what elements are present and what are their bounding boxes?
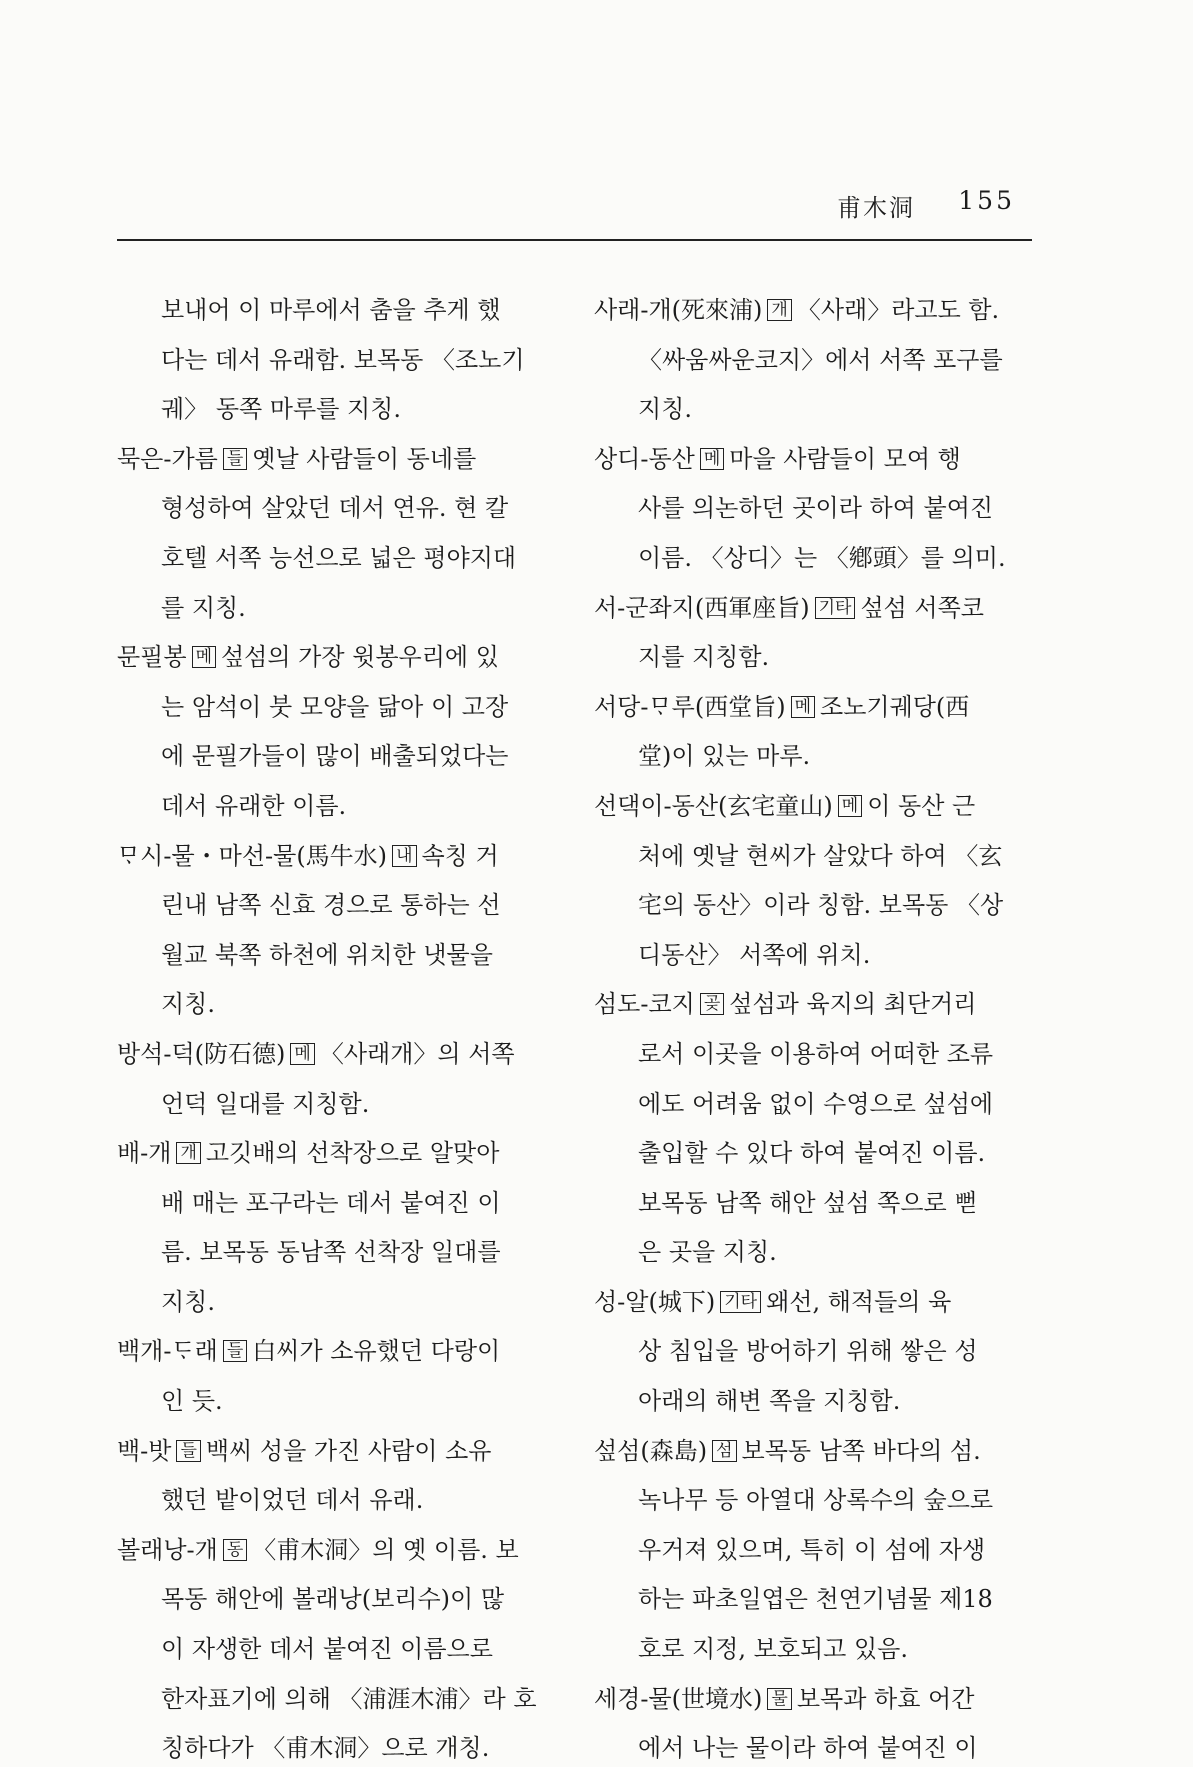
entry-text: 형성하여 살았던 데서 연유. 현 칼 [161, 494, 509, 523]
category-tag: 메 [700, 448, 724, 470]
category-tag: 물 [767, 1688, 791, 1710]
entry-text: 칭하다가 〈甫木洞〉으로 개칭. [161, 1734, 490, 1763]
entry-continuation-line [117, 1481, 537, 1531]
category-tag: 들 [223, 448, 247, 470]
entry-text: 호로 지정, 보호되고 있음. [638, 1635, 908, 1664]
category-tag: 곶 [700, 993, 724, 1015]
left-column [117, 291, 537, 1767]
entry-text: 우거져 있으며, 특히 이 섬에 자생 [638, 1535, 986, 1564]
entry-continuation-line [594, 638, 1034, 688]
entry-headword-line [594, 1680, 1034, 1730]
entry-text: 은 곳을 지칭. [638, 1238, 777, 1267]
entry-continuation-line [117, 1580, 537, 1630]
category-tag: 기타 [720, 1291, 761, 1313]
entry-text: 사래-개(死來浦) [594, 296, 763, 324]
entry-continuation-line [117, 1630, 537, 1680]
entry-continuation-line [594, 1481, 1034, 1531]
entry-continuation-line [117, 489, 537, 539]
entry-continuation-line [594, 1035, 1034, 1085]
entry-continuation-line [594, 390, 1034, 440]
entry-text: 서-군좌지(西軍座旨) [594, 593, 810, 622]
entry-text: 배-개 [117, 1139, 172, 1168]
entry-text: 에 문필가들이 많이 배출되었다는 [161, 742, 509, 771]
entry-continuation-line [594, 837, 1034, 887]
entry-continuation-line [594, 886, 1034, 936]
entry-text: 로서 이곳을 이용하여 어떠한 조류 [638, 1039, 994, 1068]
entry-continuation-line [117, 737, 537, 787]
entry-text: 옛날 사람들이 동네를 [252, 444, 477, 473]
entry-text: 디동산〉 서쪽에 위치. [638, 940, 871, 969]
entry-continuation-line [117, 1233, 537, 1283]
entry-continuation-line [594, 1729, 1034, 1767]
entry-continuation-line [117, 390, 537, 440]
entry-continuation-line [594, 539, 1034, 589]
entry-headword-line [117, 638, 537, 688]
entry-continuation-line [594, 1580, 1034, 1630]
entry-text: 했던 밭이었던 데서 유래. [161, 1486, 424, 1515]
entry-headword-line [117, 1332, 537, 1382]
entry-continuation-line [117, 1382, 537, 1432]
entry-continuation-line [117, 985, 537, 1035]
category-tag: 들 [223, 1340, 247, 1362]
entry-continuation-line [594, 1382, 1034, 1432]
entry-continuation-line [117, 787, 537, 837]
entry-text: 고깃배의 선착장으로 알맞아 [205, 1139, 500, 1168]
entry-headword-line [117, 837, 537, 887]
category-tag: 개 [767, 299, 791, 321]
running-header: 甫木洞 [837, 194, 915, 222]
category-tag: 기타 [815, 597, 856, 619]
entry-continuation-line [594, 489, 1034, 539]
entry-text: 묵은-가름 [117, 444, 218, 473]
right-column [594, 291, 1034, 1767]
entry-headword-line [594, 291, 1034, 341]
entry-continuation-line [117, 1283, 537, 1333]
entry-continuation-line [594, 1630, 1034, 1680]
entry-headword-line [594, 1432, 1034, 1482]
entry-text: 지칭. [161, 1287, 215, 1316]
entry-text: 사를 의논하던 곳이라 하여 붙여진 [638, 494, 994, 523]
entry-text: 〈싸움싸운코지〉에서 서쪽 포구를 [638, 345, 1003, 374]
entry-text: 볼래낭-개 [117, 1535, 218, 1564]
category-tag: 들 [176, 1440, 200, 1462]
entry-text: ᄆᆞ시-물・마선-물(馬牛水) [117, 841, 388, 870]
entry-text: 처에 옛날 현씨가 살았다 하여 〈玄 [638, 841, 1003, 870]
entry-text: 한자표기에 의해 〈浦涯木浦〉라 호 [161, 1684, 537, 1713]
entry-continuation-line [117, 1729, 537, 1767]
entry-text: 문필봉 [117, 643, 187, 672]
entry-text: 堂)이 있는 마루. [638, 742, 811, 771]
entry-text: 에도 어려움 없이 수영으로 섶섬에 [638, 1089, 994, 1118]
entry-continuation-line [117, 1680, 537, 1730]
entry-text: 속칭 거 [421, 841, 499, 870]
entry-continuation-line [117, 341, 537, 391]
entry-text: 보목동 남쪽 해안 섶섬 쪽으로 뻗 [638, 1188, 978, 1217]
entry-continuation-line [594, 1531, 1034, 1581]
entry-continuation-line [594, 737, 1034, 787]
entry-continuation-line [117, 539, 537, 589]
entry-headword-line [117, 1531, 537, 1581]
entry-text: 출입할 수 있다 하여 붙여진 이름. [638, 1139, 986, 1168]
entry-continuation-line [117, 291, 537, 341]
entry-text: 를 지칭. [161, 593, 246, 622]
entry-text: 보내어 이 마루에서 춤을 추게 했 [161, 296, 501, 324]
entry-text: 이 자생한 데서 붙여진 이름으로 [161, 1635, 493, 1664]
entry-continuation-line [594, 1233, 1034, 1283]
entry-continuation-line [594, 1085, 1034, 1135]
entry-text: 〈사래〉라고도 함. [796, 296, 1000, 324]
category-tag: 메 [192, 646, 216, 668]
entry-text: 宅의 동산〉이라 칭함. 보목동 〈상 [638, 891, 1004, 920]
entry-headword-line [594, 1283, 1034, 1333]
category-tag: 메 [838, 795, 862, 817]
entry-text: 〈甫木洞〉의 옛 이름. 보 [252, 1535, 519, 1564]
entry-text: 지를 지칭함. [638, 643, 770, 672]
entry-text: 데서 유래한 이름. [161, 791, 347, 820]
entry-headword-line [594, 440, 1034, 490]
entry-text: 세경-물(世境水) [594, 1684, 763, 1713]
entry-text: 름. 보목동 동남쪽 선착장 일대를 [161, 1238, 501, 1267]
entry-continuation-line [117, 936, 537, 986]
category-tag: 내 [392, 845, 416, 867]
entry-text: 〈사래개〉의 서쪽 [319, 1039, 515, 1068]
entry-text: 궤〉 동쪽 마루를 지칭. [161, 395, 401, 424]
entry-text: 섬도-코지 [594, 990, 695, 1019]
entry-text: 린내 남쪽 신효 경으로 통하는 선 [161, 891, 501, 920]
entry-text: 아래의 해변 쪽을 지칭함. [638, 1387, 901, 1416]
entry-continuation-line [594, 341, 1034, 391]
entry-text: 백-밧 [117, 1436, 172, 1465]
entry-continuation-line [594, 1332, 1034, 1382]
entry-continuation-line [117, 589, 537, 639]
entry-headword-line [117, 440, 537, 490]
category-tag: 메 [290, 1043, 314, 1065]
page-number: 155 [958, 186, 1015, 215]
entry-text: 호텔 서쪽 능선으로 넓은 평야지대 [161, 543, 517, 572]
entry-headword-line [117, 1035, 537, 1085]
entry-continuation-line [117, 688, 537, 738]
entry-text: 섶섬 서쪽코 [860, 593, 984, 622]
entry-text: 이 동산 근 [867, 791, 976, 820]
entry-text: 목동 해안에 볼래낭(보리수)이 많 [161, 1585, 505, 1614]
entry-text: 백개-ᄃᆞ래 [117, 1337, 218, 1366]
entry-continuation-line [594, 1184, 1034, 1234]
entry-text: 백씨 성을 가진 사람이 소유 [205, 1436, 492, 1465]
category-tag: 개 [176, 1142, 200, 1164]
entry-text: 에서 나는 물이라 하여 붙여진 이 [638, 1734, 978, 1763]
entry-headword-line [117, 1432, 537, 1482]
entry-headword-line [594, 688, 1034, 738]
entry-text: 섶섬의 가장 윗봉우리에 있 [221, 643, 499, 672]
category-tag: 메 [791, 696, 815, 718]
entry-headword-line [594, 589, 1034, 639]
entry-headword-line [594, 787, 1034, 837]
entry-text: 하는 파초일엽은 천연기념물 제18 [638, 1585, 993, 1614]
category-tag: 동 [223, 1539, 247, 1561]
entry-text: 섶섬(森島) [594, 1436, 708, 1465]
entry-continuation-line [117, 1184, 537, 1234]
entry-text: 성-알(城下) [594, 1287, 716, 1316]
entry-continuation-line [117, 886, 537, 936]
category-tag: 섬 [712, 1440, 736, 1462]
entry-text: 지칭. [161, 990, 215, 1019]
entry-text: 왜선, 해적들의 육 [766, 1287, 952, 1316]
entry-text: 白씨가 소유했던 다랑이 [252, 1337, 501, 1366]
entry-text: 보목동 남쪽 바다의 섬. [741, 1436, 981, 1465]
entry-text: 는 암석이 붓 모양을 닮아 이 고장 [161, 692, 509, 721]
entry-text: 상 침입을 방어하기 위해 쌓은 성 [638, 1337, 978, 1366]
entry-text: 다는 데서 유래함. 보목동 〈조노기 [161, 345, 525, 374]
entry-text: 조노기궤당(西 [820, 692, 970, 721]
header-rule [117, 239, 1032, 241]
entry-text: 마을 사람들이 모여 행 [729, 444, 961, 473]
entry-text: 지칭. [638, 395, 692, 424]
entry-continuation-line [594, 1134, 1034, 1184]
entry-text: 보목과 하효 어간 [796, 1684, 975, 1713]
entry-text: 언덕 일대를 지칭함. [161, 1089, 370, 1118]
entry-text: 섶섬과 육지의 최단거리 [729, 990, 977, 1019]
entry-headword-line [117, 1134, 537, 1184]
entry-text: 방석-덕(防石德) [117, 1039, 286, 1068]
entry-continuation-line [117, 1085, 537, 1135]
entry-text: 이름. 〈상디〉는 〈鄕頭〉를 의미. [638, 543, 1006, 572]
entry-text: 선댁이-동산(玄宅童山) [594, 791, 833, 820]
entry-text: 상디-동산 [594, 444, 695, 473]
entry-text: 인 듯. [161, 1387, 223, 1416]
entry-text: 배 매는 포구라는 데서 붙여진 이 [161, 1188, 501, 1217]
entry-text: 월교 북쪽 하천에 위치한 냇물을 [161, 940, 493, 969]
entry-headword-line [594, 985, 1034, 1035]
entry-continuation-line [594, 936, 1034, 986]
entry-text: 서당-ᄆᆞ루(西堂旨) [594, 692, 786, 721]
entry-text: 녹나무 등 아열대 상록수의 숲으로 [638, 1486, 994, 1515]
